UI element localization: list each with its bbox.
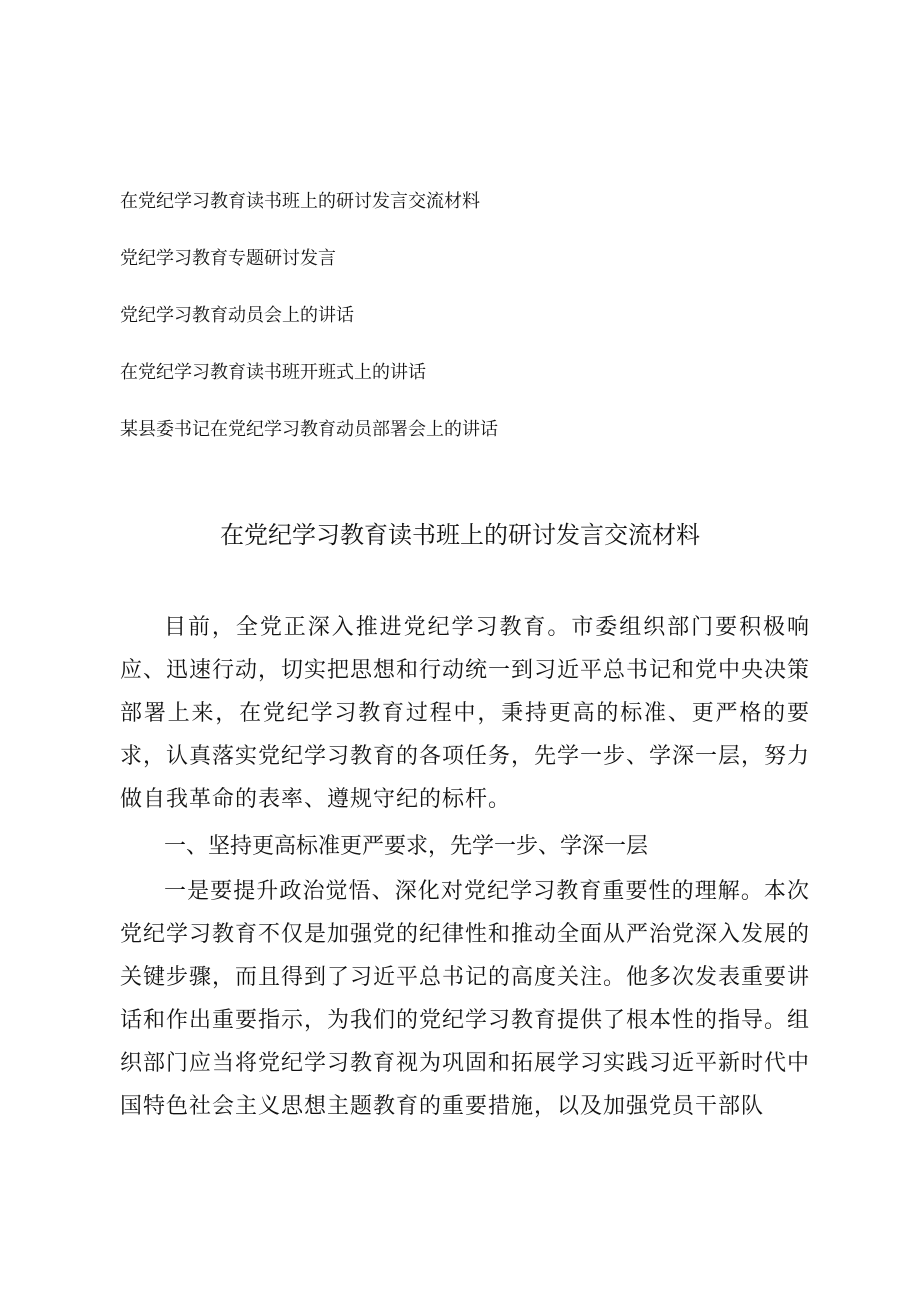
body-paragraph: 目前，全党正深入推进党纪学习教育。市委组织部门要积极响应、迅速行动，切实把思想和行动统一到习近平总书记和党中央决策部署上来，在党纪学习教育过程中，秉持更高的标准、更严格的要求，认真落实党纪学习教育的各项任务，先学一步、学深一层，努力做自我革命的表率、遵规守纪的标杆。	[120, 615, 811, 812]
toc-item: 在党纪学习教育读书班上的研讨发言交流材料	[120, 191, 480, 212]
toc-item: 在党纪学习教育读书班开班式上的讲话	[120, 362, 426, 383]
document-title: 在党纪学习教育读书班上的研讨发言交流材料	[220, 521, 700, 549]
toc-item: 某县委书记在党纪学习教育动员部署会上的讲话	[120, 419, 498, 440]
toc-item: 党纪学习教育动员会上的讲话	[120, 305, 354, 326]
table-of-contents	[120, 182, 820, 467]
section-heading: 一、坚持更高标准更严要求，先学一步、学深一层	[164, 834, 649, 859]
document-body	[120, 606, 810, 1128]
toc-item: 党纪学习教育专题研讨发言	[120, 248, 336, 269]
body-paragraph: 一是要提升政治觉悟、深化对党纪学习教育重要性的理解。本次党纪学习教育不仅是加强党的纪律性和推动全面从严治党深入发展的关键步骤，而且得到了习近平总书记的高度关注。他多次发表重要讲话和作出重要指示，为我们的党纪学习教育提供了根本性的指导。组织部门应当将党纪学习教育视为巩固和拓展学习实践习近平新时代中国特色社会主义思想主题教育的重要措施，以及加强党员干部队	[120, 879, 811, 1119]
